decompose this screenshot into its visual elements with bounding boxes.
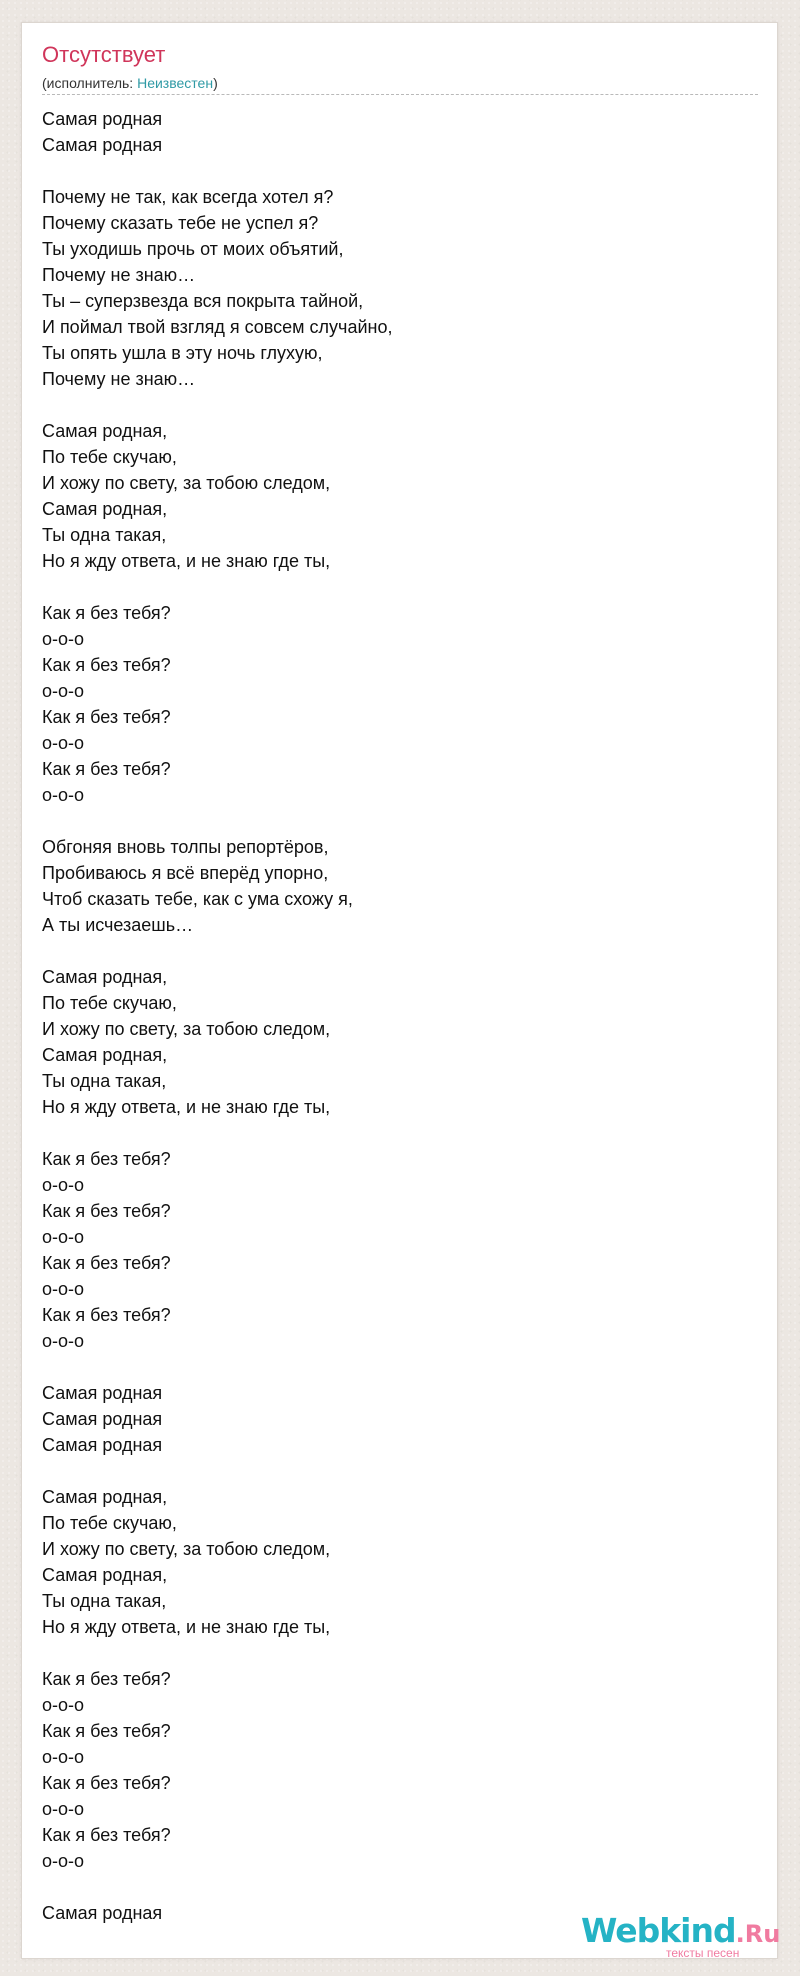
lyric-line: По тебе скучаю, [42, 1513, 177, 1533]
lyric-line: Самая родная, [42, 499, 168, 519]
lyric-line: Самая родная [42, 1383, 163, 1403]
lyric-line: о-о-о [42, 1227, 85, 1247]
lyric-line: И хожу по свету, за тобою следом, [42, 1019, 331, 1039]
lyric-line: Но я жду ответа, и не знаю где ты, [42, 551, 331, 571]
song-title: Отсутствует [42, 42, 166, 67]
lyric-line: Но я жду ответа, и не знаю где ты, [42, 1617, 331, 1637]
title-divider [42, 94, 758, 95]
stanza-gap [42, 1640, 742, 1666]
lyric-line: о-о-о [42, 681, 85, 701]
stanza-gap [42, 574, 742, 600]
lyric-line: Как я без тебя? [42, 1201, 171, 1221]
lyric-line: о-о-о [42, 1851, 85, 1871]
lyric-line: По тебе скучаю, [42, 447, 177, 467]
lyrics-card [21, 22, 781, 1960]
site-logo-word: Webkind [581, 1911, 736, 1950]
lyric-line: Как я без тебя? [42, 1721, 171, 1741]
lyric-line: Как я без тебя? [42, 707, 171, 727]
stanza-gap [42, 1458, 742, 1484]
lyric-line: Почему сказать тебе не успел я? [42, 213, 319, 233]
lyric-line: Почему не знаю… [42, 369, 196, 389]
stanza-gap [42, 158, 742, 184]
artist-prefix: (исполнитель: [42, 75, 138, 91]
lyric-line: о-о-о [42, 1799, 85, 1819]
lyric-line: Самая родная, [42, 1045, 168, 1065]
artist-suffix: ) [213, 75, 218, 91]
stanza-gap [42, 1354, 742, 1380]
lyric-line: Самая родная, [42, 967, 168, 987]
lyric-line: Ты – суперзвезда вся покрыта тайной, [42, 291, 364, 311]
lyric-line: о-о-о [42, 1695, 85, 1715]
site-logo-tld: .Ru [735, 1920, 781, 1948]
lyric-line: Почему не знаю… [42, 265, 196, 285]
stanza-gap [42, 1120, 742, 1146]
artist-line [42, 74, 218, 92]
lyric-line: Как я без тебя? [42, 1305, 171, 1325]
lyric-line: Самая родная, [42, 1487, 168, 1507]
lyric-line: о-о-о [42, 733, 85, 753]
stanza-gap [42, 1874, 742, 1900]
lyric-line: И поймал твой взгляд я совсем случайно, [42, 317, 393, 337]
lyric-line: о-о-о [42, 785, 85, 805]
lyric-line: Как я без тебя? [42, 655, 171, 675]
lyric-line: о-о-о [42, 1331, 85, 1351]
site-logo-tagline: тексты песен [666, 1946, 740, 1960]
lyric-line: Ты одна такая, [42, 1071, 167, 1091]
lyric-line: Ты уходишь прочь от моих объятий, [42, 239, 344, 259]
lyric-line: Почему не так, как всегда хотел я? [42, 187, 334, 207]
lyric-line: Как я без тебя? [42, 603, 171, 623]
lyric-line: Самая родная [42, 1435, 163, 1455]
lyric-line: о-о-о [42, 1279, 85, 1299]
lyric-line: Самая родная [42, 1903, 163, 1923]
lyric-line: А ты исчезаешь… [42, 915, 194, 935]
lyric-line: Как я без тебя? [42, 1773, 171, 1793]
site-logo[interactable] [581, 1911, 781, 1961]
lyric-line: Как я без тебя? [42, 1825, 171, 1845]
lyric-line: Самая родная [42, 1409, 163, 1429]
lyric-line: Как я без тебя? [42, 1253, 171, 1273]
lyric-line: Самая родная, [42, 1565, 168, 1585]
lyric-line: Как я без тебя? [42, 1149, 171, 1169]
lyric-line: Ты опять ушла в эту ночь глухую, [42, 343, 323, 363]
lyric-line: Как я без тебя? [42, 1669, 171, 1689]
lyric-line: Обгоняя вновь толпы репортёров, [42, 837, 329, 857]
lyrics-text [42, 106, 742, 1926]
lyric-line: о-о-о [42, 629, 85, 649]
lyric-line: о-о-о [42, 1175, 85, 1195]
lyric-line: Как я без тебя? [42, 759, 171, 779]
lyric-line: По тебе скучаю, [42, 993, 177, 1013]
lyric-line: Самая родная [42, 109, 163, 129]
lyric-line: И хожу по свету, за тобою следом, [42, 1539, 331, 1559]
lyric-line: И хожу по свету, за тобою следом, [42, 473, 331, 493]
stanza-gap [42, 808, 742, 834]
lyric-line: Но я жду ответа, и не знаю где ты, [42, 1097, 331, 1117]
lyric-line: Самая родная [42, 135, 163, 155]
stanza-gap [42, 392, 742, 418]
lyric-line: Пробиваюсь я всё вперёд упорно, [42, 863, 329, 883]
lyric-line: Ты одна такая, [42, 1591, 167, 1611]
stanza-gap [42, 938, 742, 964]
lyric-line: Чтоб сказать тебе, как с ума схожу я, [42, 889, 353, 909]
lyric-line: Ты одна такая, [42, 525, 167, 545]
lyric-line: о-о-о [42, 1747, 85, 1767]
artist-link[interactable]: Неизвестен [137, 75, 214, 91]
lyric-line: Самая родная, [42, 421, 168, 441]
